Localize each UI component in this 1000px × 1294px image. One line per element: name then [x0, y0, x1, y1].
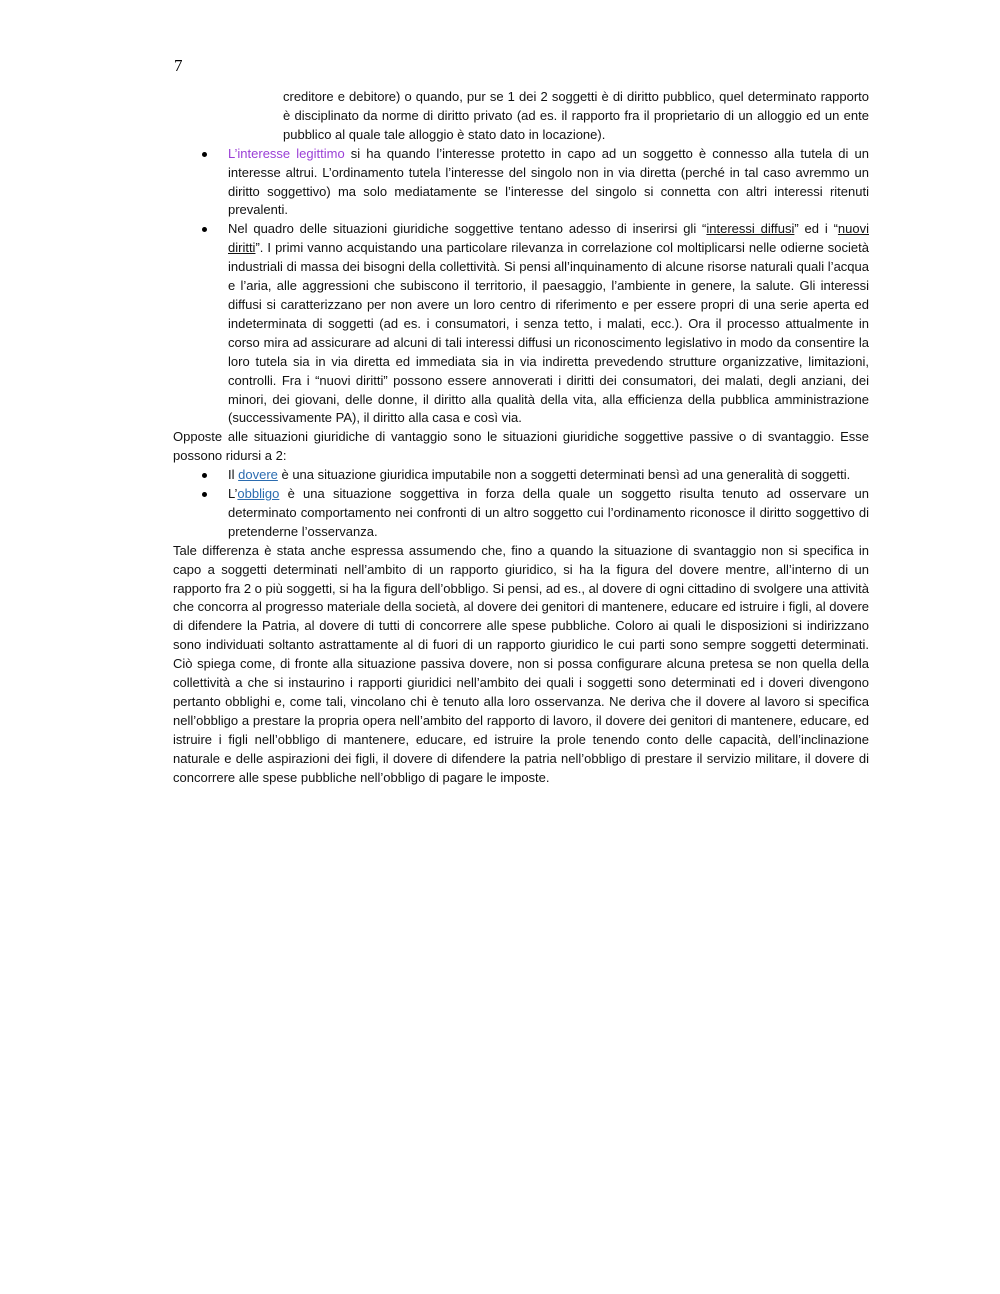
bullet-icon	[202, 152, 207, 157]
interessi-diffusi-pre: Nel quadro delle situazioni giuridiche soggettive tentano adesso di inserirsi gli “	[228, 221, 707, 237]
term-nuovi-diritti: nuovi diritti	[228, 221, 869, 256]
continuation-paragraph: creditore e debitore) o quando, pur se 1 dei 2 soggetti è di diritto pubblico, quel determinato rapporto è disciplinato da norme di diritto privato (ad es. il rapporto fra il proprietario di un alloggio ed un ente pubblico al quale tale alloggio è stato dato in locazione).	[283, 89, 869, 142]
interessi-diffusi-post: ”. I primi vanno acquistando una particolare rilevanza in correlazione col moltiplicarsi nelle odierne società industriali di massa dei bisogni della collettività. Si pensi all’inquinamento di alcune risorse naturali quali l’acqua e l’aria, alle aggressioni che subiscono il territorio, il paesaggio, l’ambiente in genere, la salute. Gli interessi diffusi si caratterizzano per non avere un loro centro di riferimento e per essere propri di una serie aperta ed indeterminata di soggetti (ad es. i consumatori, i senza tetto, i malati, ecc.). Ora il processo attualmente in corso mira ad assicurare ad alcuni di tali interessi diffusi un riconoscimento legislativo in modo da consentire la loro tutela sia in via diretta ed immediata sia in via indiretta prevedendo strutture organizzative, limitazioni, controlli. Fra i “nuovi diritti” possono essere annoverati i diritti dei consumatori, dei malati, degli anziani, dei minori, dei giovani, delle donne, il diritto alla qualità della vita, alla efficienza della pubblica amministrazione (successivamente PA), il diritto alla casa e così via.	[228, 240, 869, 426]
obbligo-link[interactable]: obbligo	[237, 486, 280, 502]
paragraph-opposte: Opposte alle situazioni giuridiche di vantaggio sono le situazioni giuridiche soggettive passive o di svantaggio. Esse possono ridursi a 2:	[173, 429, 869, 464]
obbligo-text: è una situazione soggettiva in forza della quale un soggetto risulta tenuto ad osservare un determinato comportamento nei confronti di un altro soggetto cui l’ordinamento riconosce il diritto soggettivo di pretenderne l’osservanza.	[228, 486, 869, 539]
page-number: 7	[174, 56, 183, 75]
term-interessi-diffusi: interessi diffusi	[706, 221, 795, 237]
term-interesse-legittimo: L’interesse legittimo	[228, 145, 345, 161]
bullet-list-situazioni-vantaggio	[173, 145, 869, 429]
interesse-legittimo-text: si ha quando l’interesse protetto in capo ad un soggetto è connesso alla tutela di un interesse altrui. L’ordinamento tutela l’interesse del singolo non in via diretta (perché in tal caso avremmo un diritto soggettivo) ma solo mediatamente se l’interesse del singolo si connetta con altri interessi ritenuti prevalenti.	[228, 145, 870, 218]
list-item-dovere	[173, 466, 869, 485]
obbligo-pre: L’	[228, 486, 238, 502]
paragraph-final: Tale differenza è stata anche espressa assumendo che, fino a quando la situazione di svantaggio non si specifica in capo a soggetti determinati nell’ambito di un rapporto giuridico, si ha la figura del dovere mentre, all’interno di un rapporto fra 2 o più soggetti, si ha la figura dell’obbligo. Si pensi, ad es., al dovere di ogni cittadino di svolgere una attività che concorra al progresso materiale della società, al dovere dei genitori di mantenere, educare ed istruire i figli, al dovere di difendere la Patria, al dovere di tutti di concorrere alle spese pubbliche. Coloro ai quali le disposizioni si indirizzano sono individuati soltanto astrattamente al di fuori di un rapporto giuridico le cui parti sono sempre soggetti determinati. Ciò spiega come, di fronte alla situazione passiva dovere, non si possa configurare alcuna pretesa se non quella della collettività a che si instaurino i rapporti giuridici nell’ambito dei quali i soggetti sono determinati ed i doveri divengono pertanto obblighi e, come tali, vincolano chi è tenuto alla loro osservanza. Ne deriva che il dovere al lavoro si specifica nell’obbligo a prestare la propria opera nell’ambito del rapporto di lavoro, il dovere dei genitori di mantenere, educare, ed istruire i figli nell’obbligo di mantenere, educare, ed istruire la prole tenendo conto delle capacità, dell’inclinazione naturale e delle aspirazioni dei figli, il dovere di difendere la patria nell’obbligo di prestare il servizio militare, il dovere di concorrere alle spese pubbliche nell’obbligo di pagare le imposte.	[173, 542, 869, 785]
interessi-diffusi-mid: ” ed i “	[794, 221, 838, 237]
document-body	[173, 88, 869, 788]
dovere-link[interactable]: dovere	[238, 467, 278, 483]
bullet-icon	[202, 227, 207, 232]
list-item-interessi-diffusi	[173, 220, 869, 428]
dovere-pre: Il	[228, 467, 239, 483]
list-item-interesse-legittimo	[173, 145, 869, 221]
bullet-icon	[202, 492, 207, 497]
list-item-obbligo	[173, 485, 869, 542]
bullet-icon	[202, 473, 207, 478]
bullet-list-situazioni-svantaggio	[173, 466, 869, 542]
dovere-text: è una situazione giuridica imputabile non a soggetti determinati bensì ad una generalità di soggetti.	[277, 467, 851, 483]
